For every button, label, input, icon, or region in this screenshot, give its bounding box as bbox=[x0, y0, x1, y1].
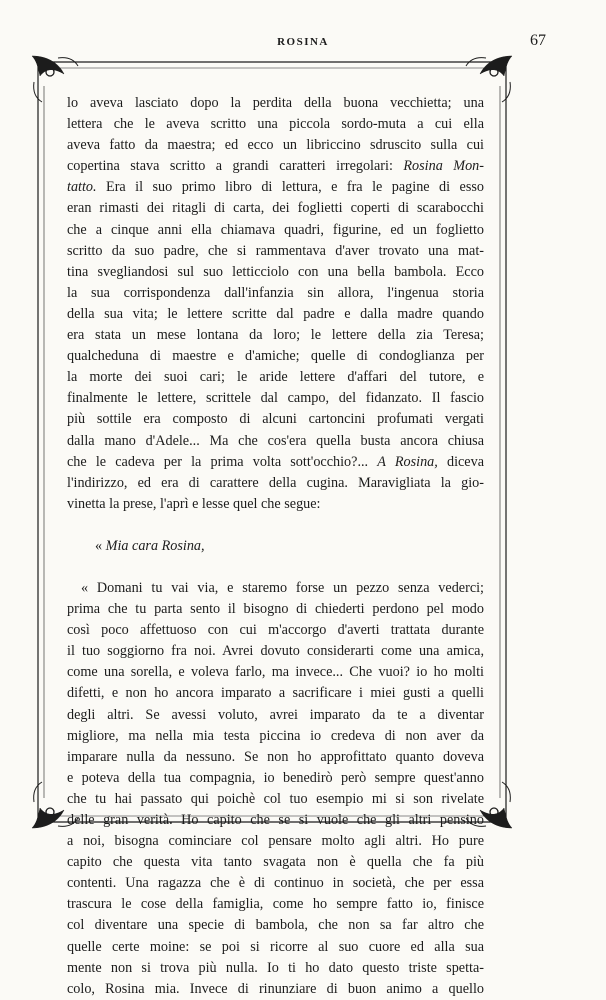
text-line: più sottile era composto di alcuni cartoncini profumati vergati bbox=[67, 411, 484, 428]
text-line: scritto da suo padre, che si rammentava d'aver trovato una mat- bbox=[67, 242, 484, 259]
letter-line: il tuo soggiorno fra noi. Avrei dovuto considerarti come una amica, bbox=[67, 643, 484, 660]
letter-line: così poco affettuoso con cui m'accorgo d'averti trattata durante bbox=[67, 622, 484, 639]
letter-line: degli altri. Se avessi voluto, avrei imparato da te a diventar bbox=[67, 706, 484, 723]
letter-line: quelle certe moine: se poi si ricorre al suo cuore ed alla sua bbox=[67, 938, 484, 955]
text-line: aveva fatto da maestra; ed ecco un libriccino sdruscito sulla cui bbox=[67, 137, 484, 154]
letter-line: « Domani tu vai via, e staremo forse un pezzo senza vederci; bbox=[81, 579, 484, 596]
letter-line: migliore, ma nella mia testa piccina io credeva di non aver da bbox=[67, 727, 484, 744]
page-body bbox=[67, 93, 484, 1000]
text-span: Era il suo primo libro di lettura, e fra le pagine di esso bbox=[96, 179, 484, 196]
letter-line: col diventare una specie di bambola, che non sa far altro che bbox=[67, 917, 484, 934]
letter-line: capito che questa vita tanto svagata non è quella che fa più bbox=[67, 854, 484, 871]
text-span: diceva bbox=[437, 453, 484, 470]
text-line: tina svegliandosi sul suo letticciolo con una bella bambola. Ecco bbox=[67, 263, 484, 280]
book-title-italic: Rosina Mon- bbox=[403, 158, 484, 175]
text-line: che a cinque anni ella chiamava quadri, figurine, ed un foglietto bbox=[67, 221, 484, 238]
letter-line: a noi, bisogna cominciare col pensare molto agli altri. Ho pure bbox=[67, 833, 484, 850]
text-line: eran rimasti dei ritagli di carta, dei foglietti coperti di scarabocchi bbox=[67, 200, 484, 217]
text-line: dalla mano d'Adele... Ma che cos'era quella busta ancora chiusa bbox=[67, 432, 484, 449]
text-line: la morte dei suoi cari; le aride lettere d'affari del tutore, e bbox=[67, 369, 484, 386]
text-line bbox=[67, 452, 484, 473]
letter-line: colo, Rosina mia. Invece di rinunziare di buon animo a quello bbox=[67, 980, 484, 997]
book-title-italic: tatto. bbox=[67, 179, 97, 196]
open-quote: « bbox=[95, 537, 106, 554]
page-number: 67 bbox=[530, 32, 546, 49]
text-line: era stata un mese lontana da loro; le lettere della zia Teresa; bbox=[67, 327, 484, 344]
letter-line: e poteva della tua compagnia, io benedirò però sempre quest'anno bbox=[67, 769, 484, 786]
letter-line: delle gran verità. Ho capito che se si vuole che gli altri pensino bbox=[67, 812, 484, 828]
letter-line: mente non si trova più nulla. Io ti ho dato questo triste spetta- bbox=[67, 959, 484, 976]
letter-line: che tu hai passato qui poichè col tuo esempio mi si son rivelate bbox=[67, 790, 484, 807]
text-line bbox=[67, 177, 484, 198]
letter-line: come una sorella, e voleva farlo, ma invece... Che vuoi? io ho molti bbox=[67, 664, 484, 681]
text-line: lo aveva lasciato dopo la perdita della buona vecchietta; una bbox=[67, 95, 484, 111]
text-span: che le cadeva per la prima volta sott'occhio?... bbox=[67, 453, 378, 470]
salutation-text: Mia cara Rosina, bbox=[105, 537, 205, 554]
letter-line: imparare nulla da nessuno. Se non ho approfittato quanto doveva bbox=[67, 748, 484, 765]
text-line: finalmente le lettere, scrittele dal campo, del fidanzato. Il fascio bbox=[67, 390, 484, 407]
running-head: ROSINA bbox=[277, 36, 329, 48]
text-span: copertina stava scritto a grandi caratteri irregolari: bbox=[67, 158, 404, 175]
text-line bbox=[67, 156, 484, 177]
letter-line: trascura le cose della famiglia, come ho sempre fatto io, finisce bbox=[67, 896, 484, 913]
letter-line: prima che tu parta sento il bisogno di chiederti perdono pel modo bbox=[67, 601, 484, 618]
text-line: della sua vita; le lettere scritte dal padre e dalla madre quando bbox=[67, 305, 484, 322]
letter-salutation bbox=[67, 536, 484, 557]
text-line: vinetta la prese, l'aprì e lesse quel che segue: bbox=[67, 495, 321, 512]
text-line: lettera che le aveva scritto una piccola sordo-muta a cui ella bbox=[67, 116, 484, 133]
envelope-address-italic: A Rosina, bbox=[377, 453, 438, 470]
letter-line: contenti. Una ragazza che è di continuo in società, che per essa bbox=[67, 875, 484, 892]
text-line: l'indirizzo, ed era di carattere della cugina. Maravigliata la gio- bbox=[67, 474, 484, 491]
text-line: la sua corrispondenza dall'infanzia sin allora, l'ingenua storia bbox=[67, 284, 484, 301]
text-line: qualcheduna di maestre e d'amiche; quelle di condoglianza per bbox=[67, 348, 484, 365]
letter-line: difetti, e non ho ancora imparato a sacrificare i miei gusti a quelli bbox=[67, 685, 484, 702]
